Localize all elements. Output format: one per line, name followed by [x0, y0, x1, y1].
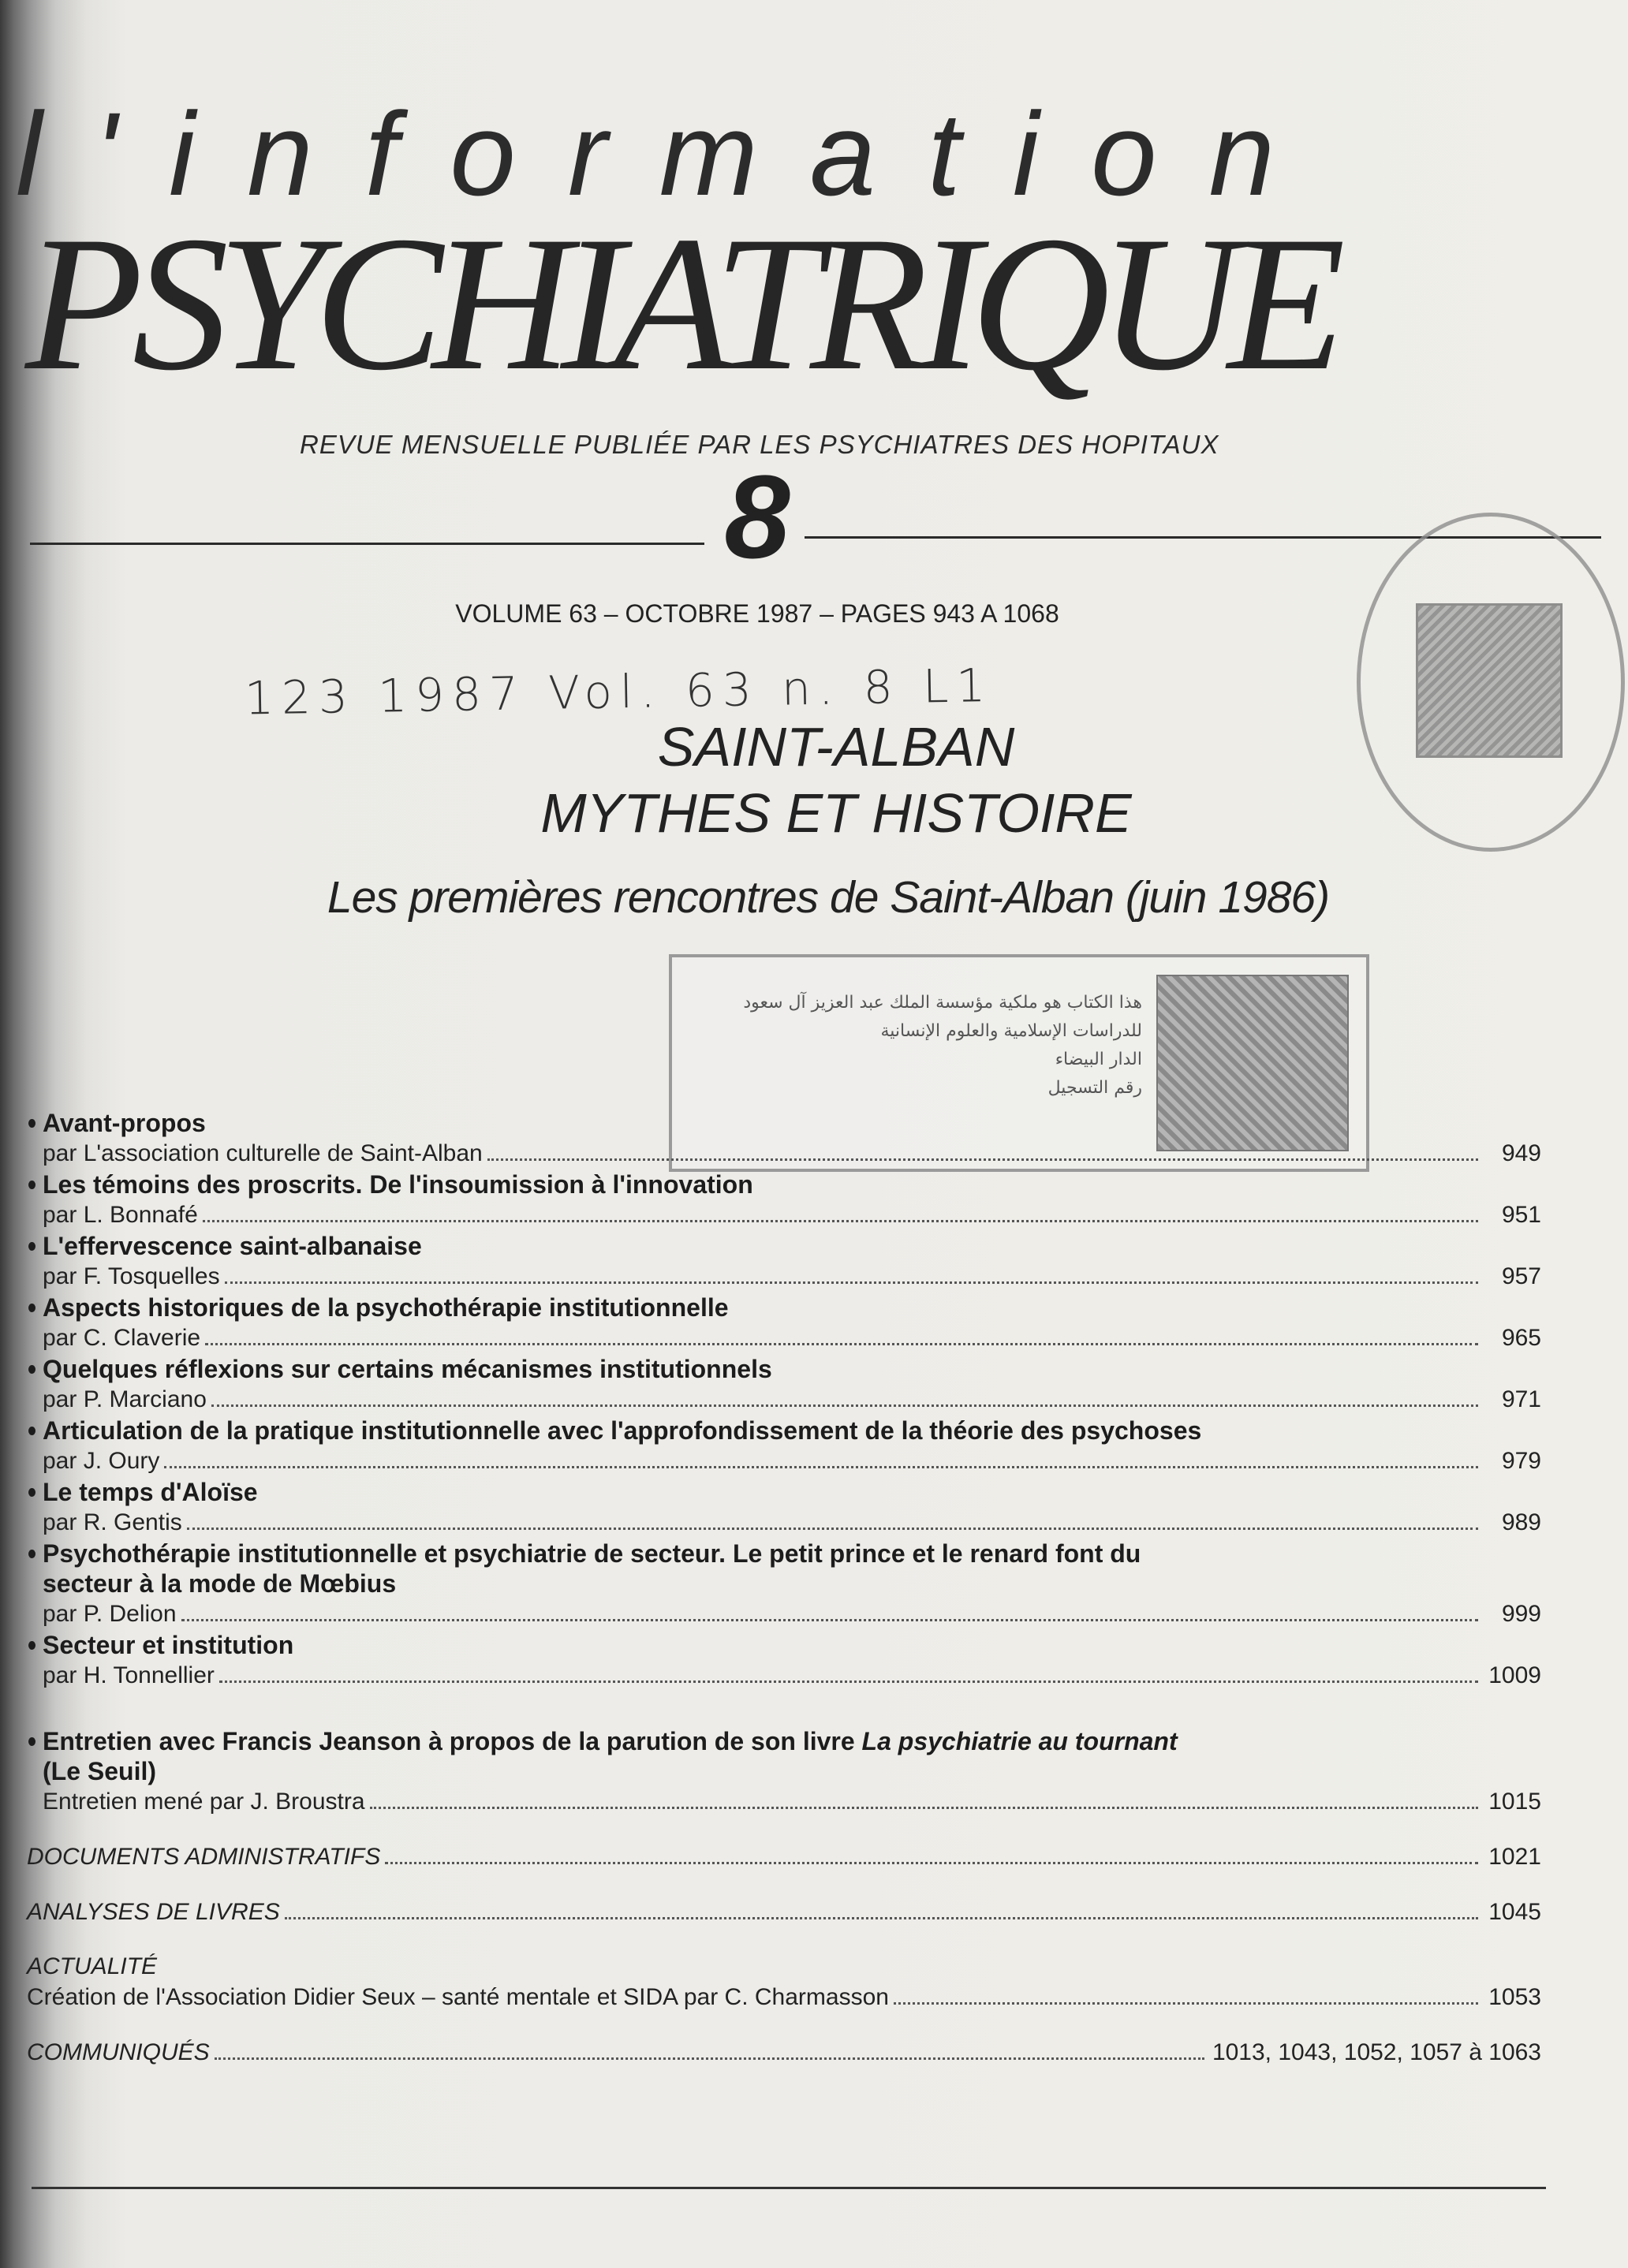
- leader-dots: [211, 1404, 1478, 1407]
- handwritten-call-number: 123 1987 Vol. 63 n. 8 L1: [244, 658, 994, 726]
- leader-dots: [894, 2001, 1478, 2005]
- toc-entry-title: Secteur et institution: [27, 1630, 1541, 1660]
- leader-dots: [285, 1916, 1478, 1919]
- toc-entry-title: Articulation de la pratique institutionnelle avec l'approfondissement de la théorie des psychoses: [27, 1416, 1541, 1445]
- leader-dots: [203, 1219, 1478, 1222]
- section-page: 1045: [1488, 1899, 1541, 1925]
- toc-entry-author: par F. Tosquelles: [43, 1263, 220, 1289]
- issue-theme-title: [284, 714, 1388, 846]
- toc-entry-page: 951: [1501, 1202, 1541, 1228]
- round-stamp-emblem: [1416, 603, 1563, 758]
- toc-entry-title: Avant-propos: [27, 1108, 1541, 1138]
- issue-theme-title-line2: MYTHES ET HISTOIRE: [540, 782, 1132, 844]
- section-title: ANALYSES DE LIVRES: [27, 1899, 280, 1925]
- library-stamp-round: [1357, 513, 1625, 852]
- toc-entry-page: 957: [1501, 1263, 1541, 1289]
- toc-entry-page: 971: [1501, 1386, 1541, 1412]
- toc-entry-title: Quelques réflexions sur certains mécanismes institutionnels: [27, 1354, 1541, 1384]
- bottom-rule: [32, 2187, 1546, 2189]
- toc-entry-author: par C. Claverie: [43, 1325, 201, 1351]
- issue-theme-subtitle: Les premières rencontres de Saint-Alban (juin 1986): [327, 872, 1330, 923]
- section-title: ACTUALITÉ: [27, 1953, 158, 1979]
- toc-entry-line: [27, 1138, 1541, 1169]
- toc-entry: [27, 1539, 1541, 1630]
- toc-entry-page: 1015: [1488, 1789, 1541, 1815]
- toc-entry-author: par L'association culturelle de Saint-Alban: [43, 1140, 483, 1166]
- toc-entry-author: par R. Gentis: [43, 1509, 182, 1535]
- toc-entry-page: 989: [1501, 1509, 1541, 1535]
- toc-entry-title: L'effervescence saint-albanaise: [27, 1231, 1541, 1261]
- leader-dots: [181, 1618, 1478, 1621]
- toc-section-communiques: [27, 2037, 1541, 2068]
- toc-entry-interview: [27, 1726, 1541, 1818]
- toc-entry: [27, 1231, 1541, 1293]
- issue-rule-left: [30, 543, 704, 545]
- toc-entry-page: 949: [1501, 1140, 1541, 1166]
- section-title: DOCUMENTS ADMINISTRATIFS: [27, 1844, 381, 1870]
- toc-entry-line: [27, 1507, 1541, 1539]
- toc-entry-line: [27, 1199, 1541, 1231]
- leader-dots: [385, 1861, 1478, 1864]
- masthead-title-line2: PSYCHIATRIQUE: [25, 196, 1335, 410]
- toc-entry-line: [27, 1322, 1541, 1354]
- toc-entry-line: [27, 1445, 1541, 1477]
- toc-entry-author: par J. Oury: [43, 1448, 160, 1474]
- table-of-contents: [27, 1108, 1541, 2068]
- toc-entry-page: 1009: [1488, 1662, 1541, 1688]
- section-item: Création de l'Association Didier Seux – santé mentale et SIDA par C. Charmasson: [27, 1984, 889, 2010]
- toc-entry-line: [27, 1598, 1541, 1630]
- leader-dots: [487, 1158, 1478, 1161]
- toc-entry-author: Entretien mené par J. Broustra: [43, 1789, 365, 1815]
- section-title: COMMUNIQUÉS: [27, 2039, 210, 2065]
- toc-entry-author: par P. Delion: [43, 1601, 177, 1627]
- leader-dots: [187, 1527, 1478, 1530]
- toc-entry: [27, 1354, 1541, 1416]
- toc-entry: [27, 1293, 1541, 1354]
- leader-dots: [370, 1806, 1478, 1809]
- toc-entry: [27, 1630, 1541, 1692]
- toc-entry-page: 979: [1501, 1448, 1541, 1474]
- toc-entry-line: [27, 1261, 1541, 1293]
- masthead-title-line1: l'information: [16, 88, 1327, 220]
- toc-entry: [27, 1108, 1541, 1169]
- leader-dots: [219, 1680, 1478, 1683]
- toc-entry: [27, 1477, 1541, 1539]
- toc-entry-author: par P. Marciano: [43, 1386, 207, 1412]
- leader-dots: [215, 2057, 1204, 2060]
- toc-entry-line: [27, 1384, 1541, 1416]
- toc-entry-author: par L. Bonnafé: [43, 1202, 198, 1228]
- toc-entry-page: 965: [1501, 1325, 1541, 1351]
- leader-dots: [225, 1281, 1478, 1284]
- toc-entry-line: [27, 1786, 1541, 1818]
- masthead-subtitle: REVUE MENSUELLE PUBLIÉE PAR LES PSYCHIATRES DES HOPITAUX: [300, 430, 1219, 459]
- toc-entry: [27, 1169, 1541, 1231]
- section-page: 1021: [1488, 1844, 1541, 1870]
- toc-entry-page: 999: [1501, 1601, 1541, 1627]
- toc-entry-title: Les témoins des proscrits. De l'insoumission à l'innovation: [27, 1169, 1541, 1199]
- leader-dots: [164, 1465, 1478, 1468]
- section-page: 1013, 1043, 1052, 1057 à 1063: [1212, 2039, 1541, 2065]
- toc-entry-title: Entretien avec Francis Jeanson à propos de la parution de son livre La psychiatrie au tournant (Le Seuil): [27, 1726, 1541, 1786]
- issue-theme-title-line1: SAINT-ALBAN: [657, 716, 1015, 778]
- toc-section-analyses: [27, 1897, 1541, 1928]
- volume-line: VOLUME 63 – OCTOBRE 1987 – PAGES 943 A 1068: [455, 599, 1059, 628]
- toc-entry-title: Aspects historiques de la psychothérapie institutionnelle: [27, 1293, 1541, 1322]
- toc-entry-author: par H. Tonnellier: [43, 1662, 215, 1688]
- library-stamp-text: هذا الكتاب هو ملكية مؤسسة الملك عبد العزيز آل سعود للدراسات الإسلامية والعلوم الإنسانية الدار البيضاء رقم التسجيل: [743, 993, 1142, 1098]
- toc-entry-title: Le temps d'Aloïse: [27, 1477, 1541, 1507]
- toc-entry: [27, 1416, 1541, 1477]
- toc-section-documents: [27, 1841, 1541, 1873]
- book-title: La psychiatrie au tournant: [861, 1727, 1178, 1755]
- leader-dots: [205, 1342, 1478, 1345]
- toc-entry-title: Psychothérapie institutionnelle et psychiatrie de secteur. Le petit prince et le renard font du secteur à la mode de Mœbius: [27, 1539, 1541, 1598]
- toc-entry-line: [27, 1660, 1541, 1692]
- section-page: 1053: [1488, 1984, 1541, 2010]
- toc-section-actualite: [27, 1952, 1541, 2013]
- issue-number: 8: [724, 450, 790, 583]
